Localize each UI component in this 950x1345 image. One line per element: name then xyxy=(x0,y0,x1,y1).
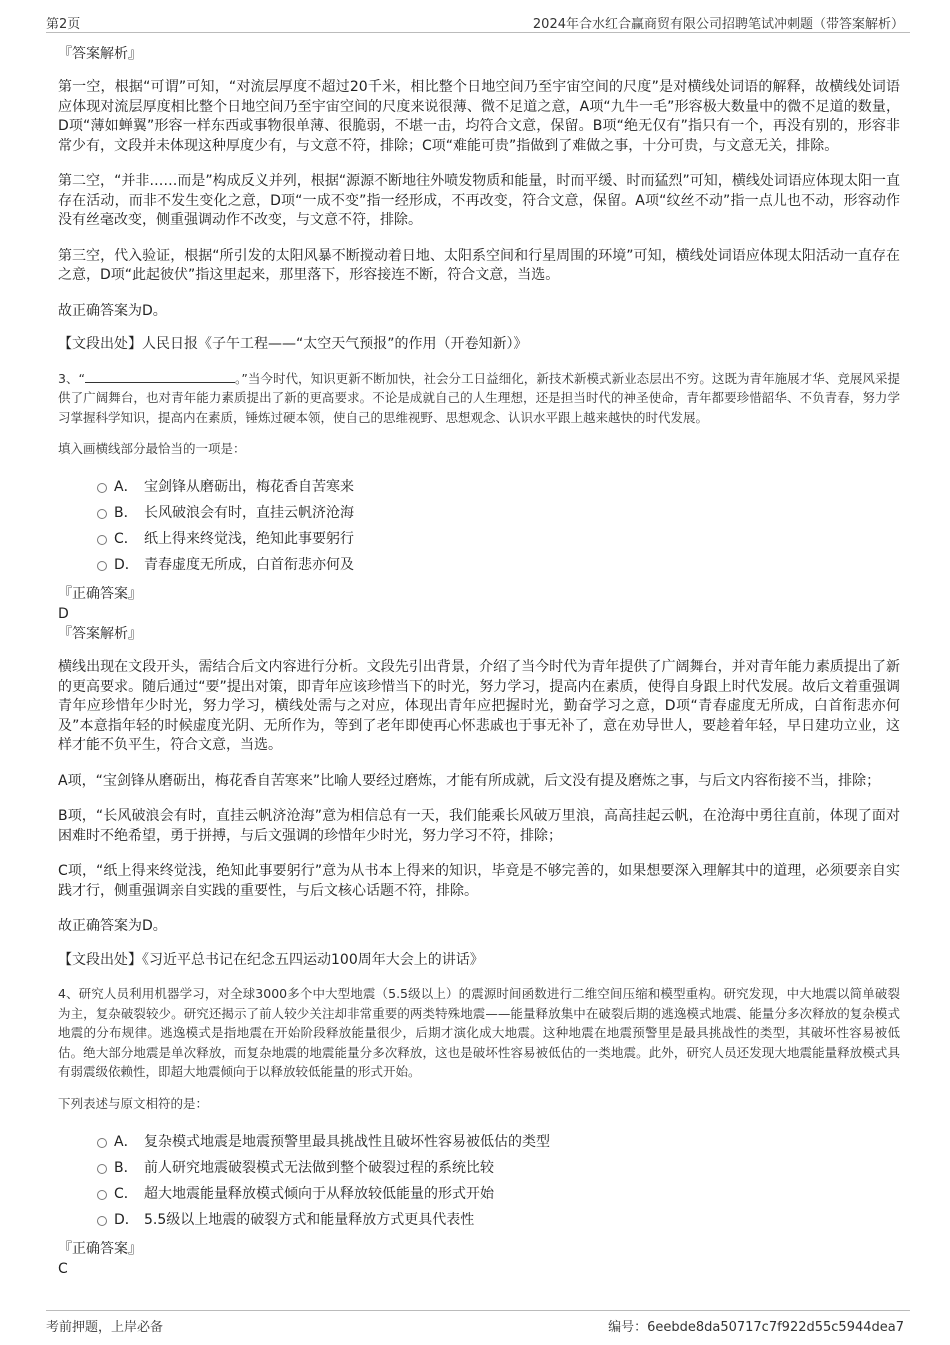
analysis-paragraph: A项，“宝剑锋从磨砺出，梅花香自苦寒来”比喻人要经过磨炼，才能有所成就，后文没有提及磨炼之事，与后文内容衔接不当，排除； xyxy=(58,772,881,789)
passage-source: 【文段出处】人民日报《子午工程——“太空天气预报”的作用（开卷知新）》 xyxy=(58,336,528,352)
analysis-paragraph: 第一空，根据“可谓”可知，“对流层厚度不超过20千米，相比整个日地空间乃至宇宙空间的尺度”是对横线处词语的解释，故横线处词语应体现对流层厚度相比整个日地空间乃至宇宙空间的尺度来说很薄、微不足道之意，A项“九牛一毛”形容极大数量中的微不足道的数量，D项“薄如蝉翼”形容一样东西或事物很单薄、很脆弱，不堪一击，均符合文意，保留。B项“绝无仅有”指只有一个，再没有别的，形容非常少有，文段并未体现这种厚度少有，与文意不符，排除；C项“难能可贵”指做到了难做之事，十分可贵，与文意无关，排除。 xyxy=(58,79,900,154)
question-4-options xyxy=(58,1129,900,1233)
correct-answer-heading: 『正确答案』 xyxy=(58,1240,142,1257)
page-header xyxy=(46,10,910,33)
fill-blank xyxy=(85,370,235,383)
answer-conclusion: 故正确答案为D。 xyxy=(58,302,167,319)
correct-answer-heading: 『正确答案』 xyxy=(58,586,142,602)
radio-button-icon[interactable] xyxy=(97,509,107,519)
radio-button-icon[interactable] xyxy=(97,483,107,493)
analysis-paragraph: C项，“纸上得来终觉浅，绝知此事要躬行”意为从书本上得来的知识，毕竟是不够完善的，如果想要深入理解其中的道理，必须要亲自实践才行，侧重强调亲自实践的重要性，与后文核心话题不符，排除。 xyxy=(58,863,900,899)
page-number: 第2页 xyxy=(46,17,81,32)
page-content xyxy=(58,44,900,1279)
question-3-prompt: 填入画横线部分最恰当的一项是： xyxy=(58,441,246,456)
radio-button-icon[interactable] xyxy=(97,561,107,571)
option-d[interactable]: D． 5.5级以上地震的破裂方式和能量释放方式更具代表性 xyxy=(58,1207,900,1233)
option-a[interactable]: A． 宝剑锋从磨砺出，梅花香自苦寒来 xyxy=(58,474,900,500)
option-a[interactable]: A． 复杂模式地震是地震预警里最具挑战性且破坏性容易被低估的类型 xyxy=(58,1129,900,1155)
option-c[interactable]: C． 纸上得来终觉浅，绝知此事要躬行 xyxy=(58,526,900,552)
option-b[interactable]: B． 长风破浪会有时，直挂云帆济沧海 xyxy=(58,500,900,526)
analysis-paragraph: B项，“长风破浪会有时，直挂云帆济沧海”意为相信总有一天，我们能乘长风破万里浪，高高挂起云帆，在沧海中勇往直前，体现了面对困难时不绝希望，勇于拼搏，与后文强调的珍惜年少时光，努力学习不符，排除； xyxy=(58,808,900,844)
radio-button-icon[interactable] xyxy=(97,1138,107,1148)
radio-button-icon[interactable] xyxy=(97,1190,107,1200)
question-4-stem: 4、研究人员利用机器学习，对全球3000多个中大型地震（5.5级以上）的震源时间函数进行二维空间压缩和模型重构。研究发现，中大地震以简单破裂为主，复杂破裂较少。研究还揭示了前人较少关注却非常重要的两类特殊地震——能量释放集中在破裂后期的逃逸模式地震、能量分多次释放的复杂模式地震的分布规律。逃逸模式是指地震在开始阶段释放能量很少，后期才演化成大地震。这种地震在地震预警里是最具挑战性的类型，其破坏性容易被低估。绝大部分地震是单次释放，而复杂地震的地震能量分多次释放，这也是破坏性容易被低估的一类地震。此外，研究人员还发现大地震能量释放模式具有弱震级依赖性，即超大地震倾向于以释放较低能量的形式开始。 xyxy=(58,986,900,1079)
analysis-paragraph: 第三空，代入验证，根据“所引发的太阳风暴不断搅动着日地、太阳系空间和行星周围的环境”可知，横线处词语应体现太阳活动一直存在之意，D项“此起彼伏”指这里起来，那里落下，形容接连不断，符合文意，当选。 xyxy=(58,247,900,283)
radio-button-icon[interactable] xyxy=(97,1164,107,1174)
analysis-heading: 『答案解析』 xyxy=(58,626,142,642)
answer-conclusion: 故正确答案为D。 xyxy=(58,918,167,934)
correct-answer: C xyxy=(58,1260,68,1277)
option-b[interactable]: B． 前人研究地震破裂模式无法做到整个破裂过程的系统比较 xyxy=(58,1155,900,1181)
document-code: 编号：6eebde8da50717c7f922d55c5944dea7 xyxy=(608,1320,904,1335)
correct-answer: D xyxy=(58,606,69,622)
question-3-options xyxy=(58,474,900,578)
passage-source: 【文段出处】《习近平总书记在纪念五四运动100周年大会上的讲话》 xyxy=(58,951,484,968)
radio-button-icon[interactable] xyxy=(97,1216,107,1226)
analysis-paragraph: 横线出现在文段开头，需结合后文内容进行分析。文段先引出背景，介绍了当今时代为青年提供了广阔舞台，并对青年能力素质提出了新的更高要求。随后通过“要”提出对策，即青年应该珍惜当下的时光，努力学习，提高内在素质，使得自身跟上时代发展。故后文着重强调青年应珍惜年少时光，努力学习，横线处需与之对应，体现出青年应把握时光，勤奋学习之意，D项“青春虚度无所成，白首衔悲亦何及”本意指年轻的时候虚度光阴、无所作为，等到了老年即使再心怀悲戚也于事无补了，意在劝导世人，要趁着年轻，早日建功立业，这样才能不负平生，符合文意，当选。 xyxy=(58,659,900,753)
analysis-heading: 『答案解析』 xyxy=(58,46,142,62)
option-c[interactable]: C． 超大地震能量释放模式倾向于从释放较低能量的形式开始 xyxy=(58,1181,900,1207)
radio-button-icon[interactable] xyxy=(97,535,107,545)
document-title: 2024年合水红合赢商贸有限公司招聘笔试冲刺题（带答案解析） xyxy=(532,17,904,32)
question-4-prompt: 下列表述与原文相符的是： xyxy=(58,1095,209,1111)
option-d[interactable]: D． 青春虚度无所成，白首衔悲亦何及 xyxy=(58,552,900,578)
question-3-stem: 3、“ 。”当今时代，知识更新不断加快，社会分工日益细化，新技术新模式新业态层出不穷。这既为青年施展才华、竞展风采提供了广阔舞台，也对青年能力素质提出了新的更高要求。不论是成就自己的人生理想，还是担当时代的神圣使命，青年都要珍惜韶华、不负青春，努力学习掌握科学知识，提高内在素质，锤炼过硬本领，使自己的思维视野、思想观念、认识水平跟上越来越快的时代发展。 xyxy=(58,370,900,425)
analysis-paragraph: 第二空，“并非……而是”构成反义并列，根据“源源不断地往外喷发物质和能量，时而平缓、时而猛烈”可知，横线处词语应体现太阳一直存在活动，而非不发生变化之意，D项“一成不变”指一经形成，不再改变，符合文意，保留。A项“纹丝不动”指一点儿也不动，形容动作没有丝毫改变，侧重强调动作不改变，与文意不符，排除。 xyxy=(58,173,900,228)
page-footer xyxy=(46,1310,910,1333)
footer-slogan: 考前押题，上岸必备 xyxy=(46,1320,164,1335)
